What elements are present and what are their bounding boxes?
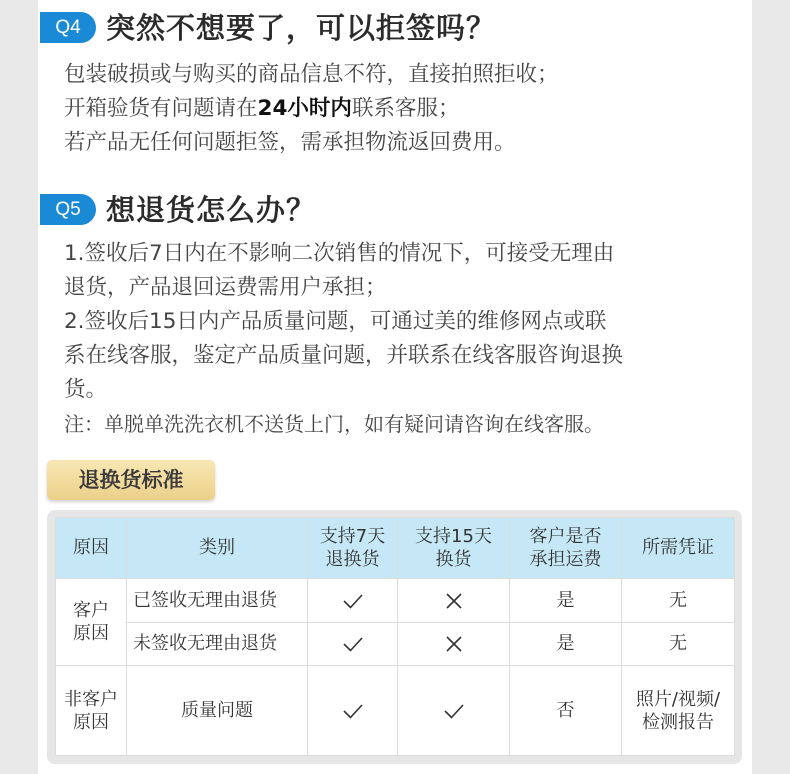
- header-exchange15: 支持15天 换货: [398, 518, 510, 579]
- table-row: [56, 666, 735, 756]
- answer-line: 包装破损或与购买的商品信息不符，直接拍照拒收；: [64, 62, 559, 87]
- question-header: [38, 188, 752, 228]
- proof-cell: 照片/视频/ 检测报告: [622, 666, 735, 756]
- header-reason: 原因: [56, 518, 127, 579]
- table-row: [56, 622, 735, 666]
- header-category: 类别: [127, 518, 308, 579]
- header-return7: 支持7天 退换货: [308, 518, 398, 579]
- shipping-cell: 是: [510, 622, 622, 666]
- page: [38, 0, 752, 774]
- shipping-cell: 是: [510, 578, 622, 622]
- question-badge: Q5: [40, 194, 96, 225]
- highlight-text: 24小时内: [257, 96, 352, 121]
- proof-cell: 无: [622, 578, 735, 622]
- cross-icon: [443, 633, 465, 655]
- check-icon: [342, 590, 364, 612]
- answer-body: [64, 58, 559, 160]
- question-header: [38, 6, 752, 46]
- answer-line: [64, 92, 559, 126]
- return-policy-table-frame: [47, 510, 742, 764]
- header-proof: 所需凭证: [622, 518, 735, 579]
- answer-line: 2.签收后15日内产品质量问题，可通过美的维修网点或联: [64, 309, 607, 334]
- table-row: [56, 578, 735, 622]
- reason-cell: 客户 原因: [56, 578, 127, 666]
- reason-cell: 非客户 原因: [56, 666, 127, 756]
- return7-cell: [308, 666, 398, 756]
- cross-icon: [443, 590, 465, 612]
- return-policy-table: [55, 517, 735, 756]
- exchange15-cell: [398, 578, 510, 622]
- answer-line: 1.签收后7日内在不影响二次销售的情况下，可接受无理由: [64, 241, 615, 266]
- category-cell: 已签收无理由退货: [127, 578, 308, 622]
- return7-cell: [308, 622, 398, 666]
- answer-line: 若产品无任何问题拒签，需承担物流返回费用。: [64, 130, 516, 155]
- question-title: 突然不想要了，可以拒签吗？: [106, 11, 497, 45]
- header-shipping: 客户是否 承担运费: [510, 518, 622, 579]
- answer-text: 联系客服；: [351, 96, 460, 121]
- exchange15-cell: [398, 666, 510, 756]
- shipping-cell: 否: [510, 666, 622, 756]
- answer-text: 开箱验货有问题请在: [64, 96, 258, 121]
- check-icon: [342, 633, 364, 655]
- check-icon: [342, 700, 364, 722]
- category-cell: 质量问题: [127, 666, 308, 756]
- return7-cell: [308, 578, 398, 622]
- check-icon: [443, 700, 465, 722]
- table-header-row: [56, 518, 735, 579]
- answer-line: 退货，产品退回运费需用户承担；: [64, 275, 387, 300]
- answer-note: 注：单脱单洗洗衣机不送货上门，如有疑问请咨询在线客服。: [64, 412, 604, 436]
- answer-line: 货。: [64, 377, 108, 402]
- answer-body: [64, 237, 623, 441]
- section-tag: 退换货标准: [47, 460, 215, 500]
- question-badge: Q4: [40, 12, 96, 43]
- proof-cell: 无: [622, 622, 735, 666]
- question-title: 想退货怎么办？: [106, 193, 317, 227]
- exchange15-cell: [398, 622, 510, 666]
- category-cell: 未签收无理由退货: [127, 622, 308, 666]
- answer-line: 系在线客服，鉴定产品质量问题，并联系在线客服咨询退换: [64, 343, 624, 368]
